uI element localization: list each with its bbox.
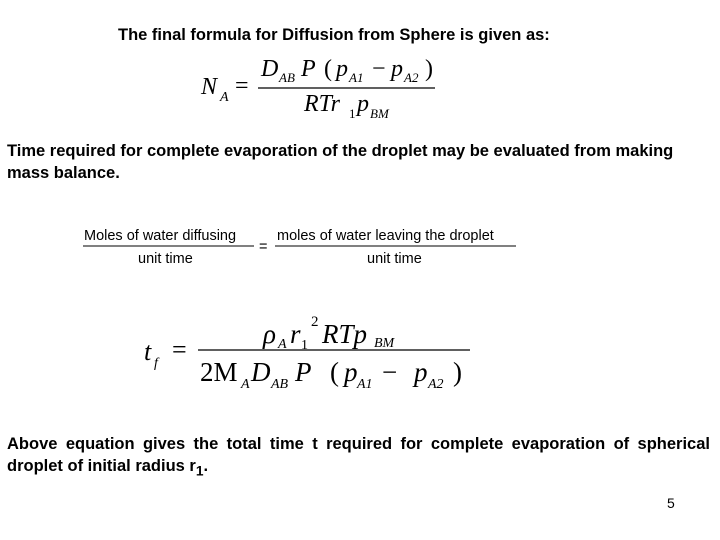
eq1-lhs-sub: A	[220, 90, 229, 105]
eq3-close-paren: )	[453, 357, 462, 387]
eq1-den-rtr: RTr	[304, 91, 341, 117]
eq2-equals: =	[259, 239, 268, 255]
eq1-num-p2-sub: A2	[404, 70, 419, 85]
paragraph-total-time	[7, 433, 710, 482]
eq3-den-p2-sub: A2	[428, 377, 444, 392]
eq3-equals: =	[172, 335, 187, 364]
paragraph-time-required: Time required for complete evaporation of the droplet may be evaluated from making mass balance.	[7, 142, 674, 182]
eq3-lhs-sub: f	[154, 356, 158, 371]
eq3-den-p: P	[295, 357, 312, 387]
eq1-den-p-sub: BM	[370, 106, 389, 121]
eq1-num-p2: p	[391, 56, 403, 82]
eq3-den-d-sub: AB	[271, 377, 289, 392]
paragraph-total-time-end: .	[203, 457, 209, 475]
eq1-equals: =	[235, 73, 249, 99]
eq3-den-p1-sub: A1	[357, 377, 373, 392]
equation-diffusion-flux	[195, 50, 455, 125]
eq1-den-p: p	[357, 91, 369, 117]
eq1-den-r-sub: 1	[349, 106, 356, 121]
page-number: 5	[667, 495, 675, 511]
eq1-close-paren: )	[425, 56, 433, 82]
eq3-num-r-sub: 1	[301, 338, 308, 353]
eq3-num-r-sup: 2	[311, 314, 319, 330]
eq1-minus: −	[372, 56, 386, 82]
equation-evaporation-time	[140, 305, 485, 400]
eq1-num-p: P	[301, 56, 316, 82]
eq3-num-p-sub: BM	[374, 336, 395, 351]
eq3-lhs: t	[144, 337, 152, 366]
eq2-rhs-denominator: unit time	[367, 251, 422, 267]
equation-mass-balance	[80, 222, 530, 272]
eq3-open-paren: (	[330, 357, 339, 387]
eq3-minus: −	[382, 357, 398, 387]
eq2-lhs-denominator: unit time	[138, 251, 193, 267]
eq3-den-2m: 2M	[200, 357, 238, 387]
paragraph-total-time-text: Above equation gives the total time t required for complete evaporation of spherical droplet of initial radius r	[7, 435, 710, 475]
eq3-den-m-sub: A	[241, 377, 250, 392]
eq3-den-p1: p	[344, 357, 358, 387]
eq1-lhs: N	[201, 74, 218, 100]
eq3-num-rho: ρ	[263, 319, 276, 349]
eq1-num-p1-sub: A1	[349, 70, 364, 85]
eq3-num-r: r	[290, 319, 301, 349]
eq1-num-d: D	[261, 56, 279, 82]
slide-heading: The final formula for Diffusion from Sphere is given as:	[118, 26, 550, 44]
eq3-num-rtp: RTp	[322, 319, 368, 349]
paragraph-radius-subscript: 1	[195, 463, 204, 479]
eq2-lhs-numerator: Moles of water diffusing	[84, 228, 237, 244]
eq3-den-p2: p	[414, 357, 428, 387]
eq1-open-paren: (	[324, 56, 332, 82]
eq3-den-d: D	[251, 357, 271, 387]
eq2-rhs-numerator: moles of water leaving the droplet	[277, 228, 494, 244]
eq1-num-d-sub: AB	[279, 70, 295, 85]
eq1-num-p1: p	[336, 56, 348, 82]
eq3-num-rho-sub: A	[278, 337, 287, 352]
